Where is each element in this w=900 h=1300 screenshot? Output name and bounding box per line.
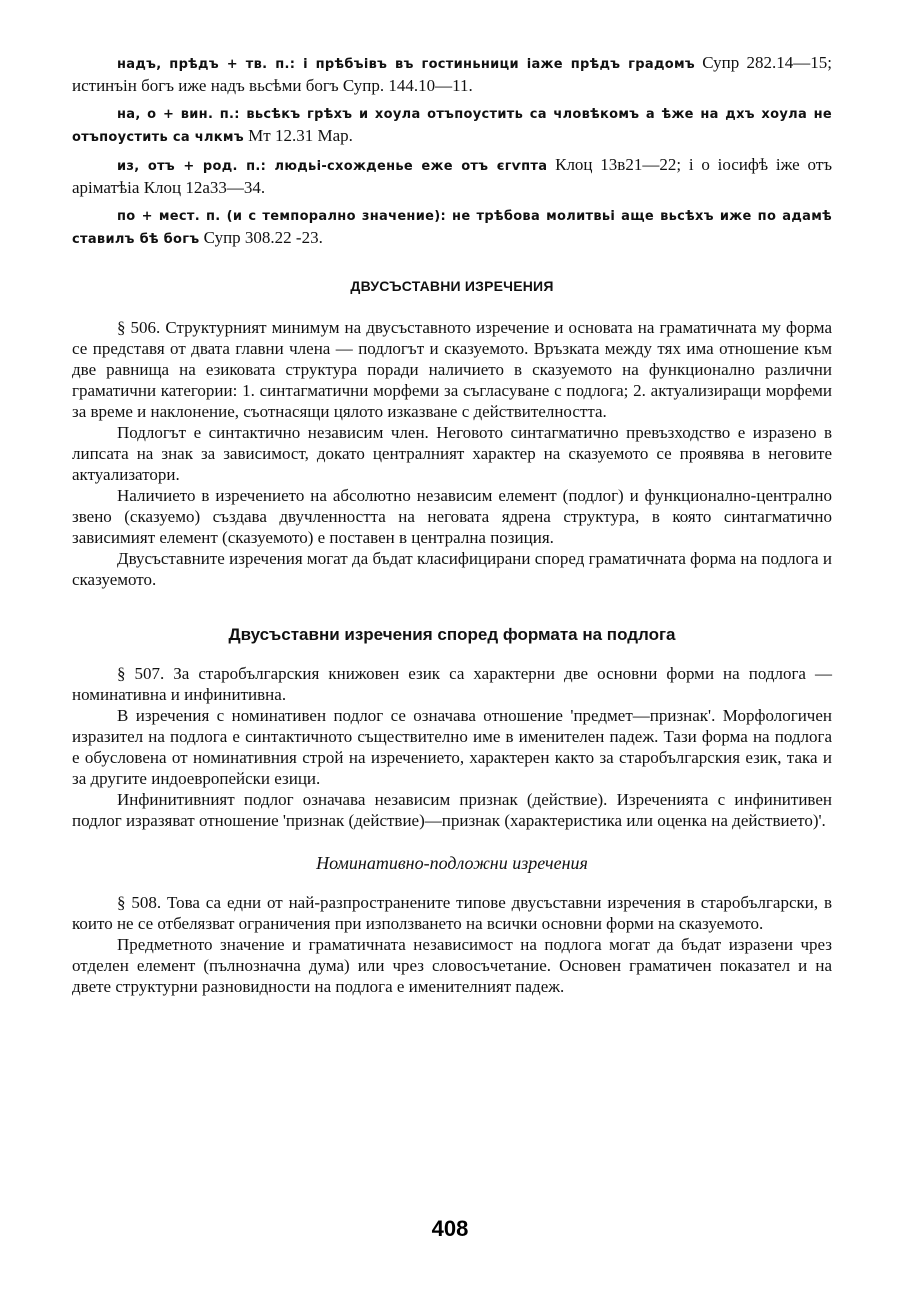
paragraph: Инфинитивният подлог означава независим признак (действие). Изреченията с инфинитивен подлог изразяват отношение 'признак (действие)—признак (характеристика или оценка на действието)'. [72, 790, 832, 830]
paragraph: § 507. За старобългарския книжовен език са характерни две основни форми на подлога — номинативна и инфинитивна. [72, 664, 832, 704]
paragraph: § 508. Това са едни от най-разпространените типове двусъставни изречения в старобългарски, в които не се отбелязват ограничения при използването на всички основни форми на сказуемото. [72, 893, 832, 933]
old-bulgarian-text: на, о + вин. п.: вьсѣкъ грѣхъ и хоула отъпоустить са чловѣкомъ а ѣже на дхъ хоула не отъпоустить са члкмъ [72, 107, 832, 145]
old-bulgarian-text: надъ, прѣдъ + тв. п.: і прѣбъівъ въ гостиньници іаже прѣдъ градомъ [117, 57, 695, 72]
example-reference: Мт 12.31 Мар. [248, 126, 353, 145]
example-line [72, 204, 832, 250]
page-body [72, 52, 832, 997]
example-line [72, 154, 832, 198]
old-bulgarian-text: из, отъ + род. п.: людьі-схожденье еже отъ єгѵпта [117, 159, 548, 174]
example-reference: Клоц 13в21—22; і о іосифѣ іже отъ аріматѣіа Клоц 12а33—34. [72, 155, 832, 197]
example-line [72, 102, 832, 148]
paragraph: § 506. Структурният минимум на двусъставното изречение и основата на граматичната му форма се представя от двата главни члена — подлогът и сказуемото. Връзката между тях има отношение към две равнища на езиковата структура поради наличието в сказуемото на функционално различни граматични категории: 1. синтагматични морфеми за съгласуване с подлога; 2. актуализиращи морфеми за време и наклонение, съотнасящи цялото изказване с действителността. [72, 318, 832, 421]
paragraph: Предметното значение и граматичната независимост на подлога могат да бъдат изразени чрез отделен елемент (пълнозначна дума) или чрез словосъчетание. Основен граматичен показател и на двете структурни разновидности на подлога е именителният падеж. [72, 935, 832, 996]
old-bulgarian-text: по + мест. п. (и с темпорално значение): не трѣбова молитвьі аще вьсѣхъ иже по адамѣ ставилъ бѣ богъ [72, 209, 832, 247]
paragraph: Подлогът е синтактично независим член. Неговото синтагматично превъзходство е изразено в липсата на знак за зависимост, докато централният характер на сказуемото се проявява в неговите актуализатори. [72, 423, 832, 484]
paragraph: Двусъставните изречения могат да бъдат класифицирани според граматичната форма на подлога и сказуемото. [72, 549, 832, 589]
example-line [72, 52, 832, 96]
paragraph: В изречения с номинативен подлог се означава отношение 'предмет—признак'. Морфологичен изразител на подлога е синтактичното съществително име в именителен падеж. Тази форма на подлога е обусловена от номинативния строй на изречението, характерен както за старобългарския език, така и за другите индоевропейски езици. [72, 706, 832, 788]
subsubsection-heading: Номинативно-подложни изречения [316, 853, 588, 873]
page-number: 408 [431, 1216, 469, 1241]
paragraph: Наличието в изречението на абсолютно независим елемент (подлог) и функционално-централно звено (сказуемо) създава двучленността на неговата ядрена структура, в която синтагматично зависимият елемент (сказуемото) е поставен в централна позиция. [72, 486, 832, 547]
subsection-heading: Двусъставни изречения според формата на подлога [228, 625, 676, 644]
example-reference: Супр 282.14—15; истинъін богъ иже надъ вьсѣми богъ Супр. 144.10—11. [72, 53, 832, 95]
section-heading: ДВУСЪСТАВНИ ИЗРЕЧЕНИЯ [350, 278, 554, 294]
example-reference: Супр 308.22 -23. [203, 228, 323, 247]
